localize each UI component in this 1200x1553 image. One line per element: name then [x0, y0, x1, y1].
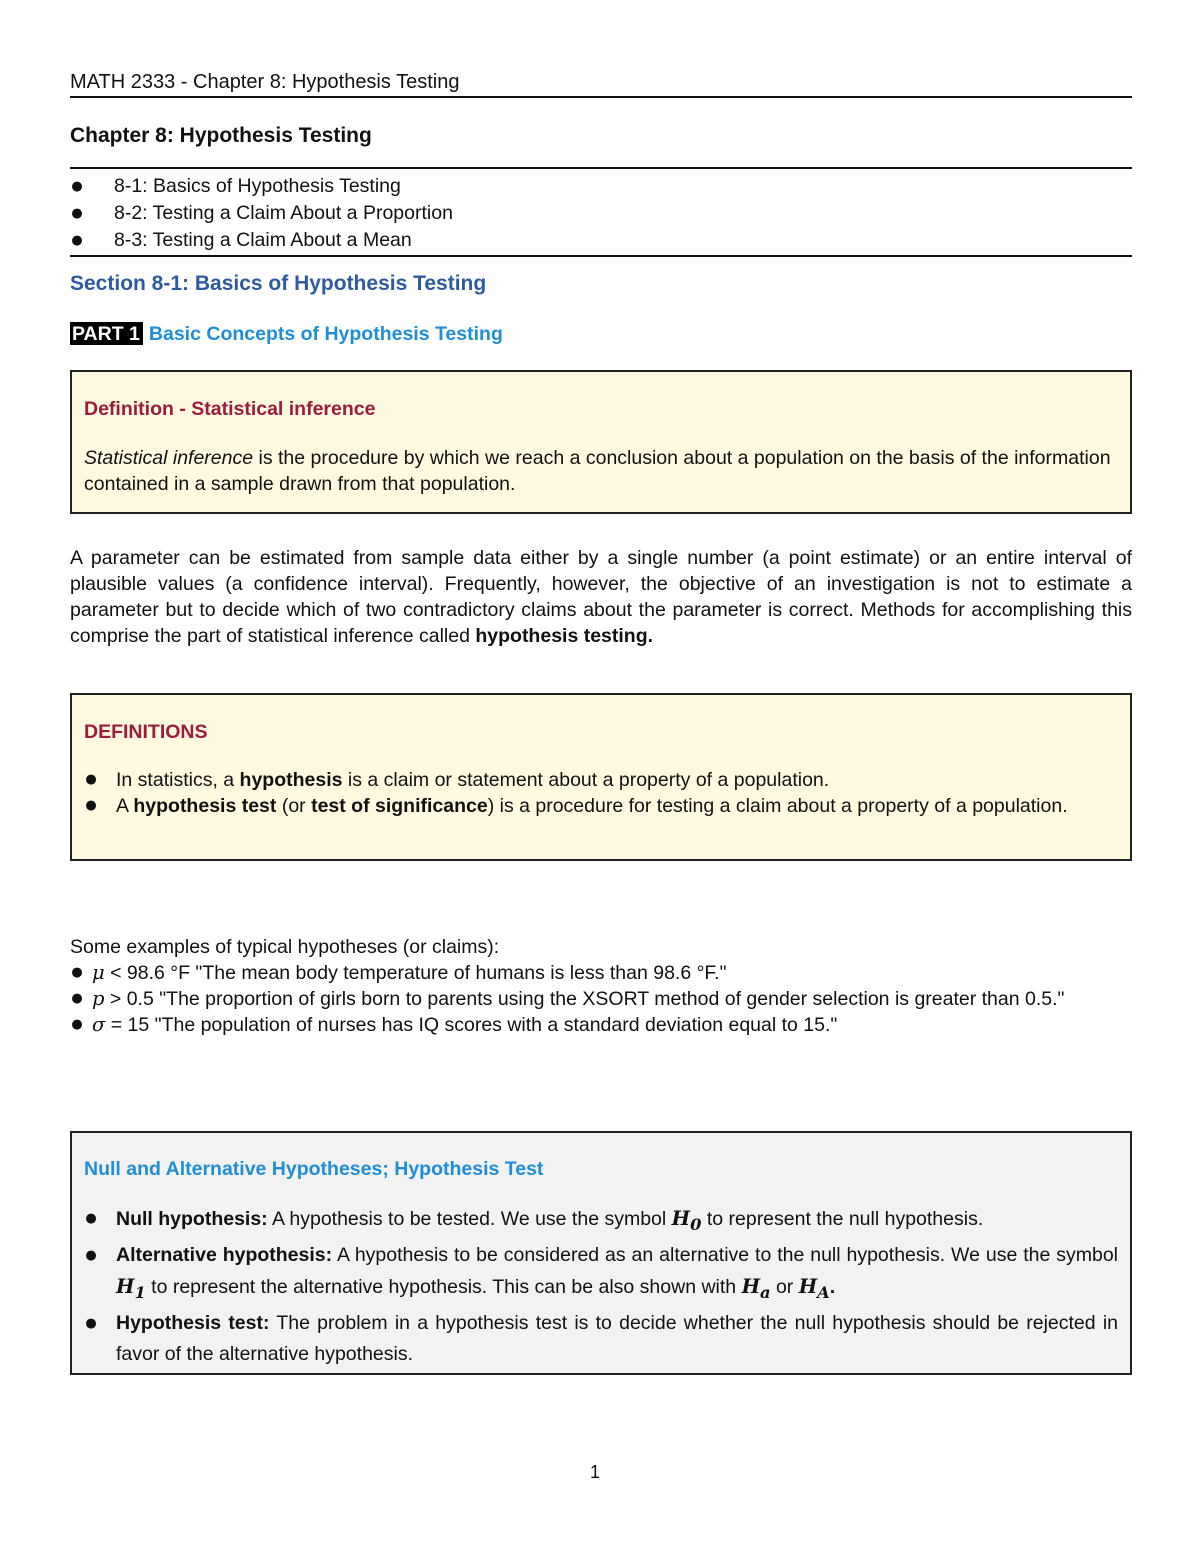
toc-item: ● 8-1: Basics of Hypothesis Testing [70, 173, 453, 200]
p-symbol: p [92, 987, 105, 1010]
examples-section [70, 934, 1132, 1038]
bullet-icon: ● [85, 1315, 97, 1331]
sigma-symbol: σ [92, 1013, 106, 1036]
definition-item: ● A hypothesis test (or test of significance) is a procedure for testing a claim about a property of a population. [85, 795, 1068, 817]
definition-title: Definition - Statistical inference [84, 398, 376, 420]
bullet-icon: ● [71, 206, 83, 221]
ha-symbol: $H_a$ [741, 1274, 771, 1302]
example-item: ● σ = 15 "The population of nurses has IQ scores with a standard deviation equal to 15." [71, 1013, 838, 1036]
definitions-list [72, 767, 1118, 819]
example-item: ● p > 0.5 "The proportion of girls born to parents using the XSORT method of gender selection is greater than 0.5." [71, 987, 1065, 1010]
toc-item: ● 8-2: Testing a Claim About a Proportion [70, 200, 453, 227]
h1-symbol: $H_1$ [116, 1274, 146, 1302]
toc-item: ● 8-3: Testing a Claim About a Mean [70, 227, 453, 254]
chapter-title: Chapter 8: Hypothesis Testing [70, 124, 372, 147]
part-title: Basic Concepts of Hypothesis Testing [148, 323, 503, 345]
h0-symbol: $H_0$ [671, 1207, 702, 1234]
bullet-icon: ● [85, 772, 97, 787]
bullet-icon: ● [85, 1211, 97, 1226]
definitions-title: DEFINITIONS [84, 721, 208, 743]
hypotheses-box [70, 1131, 1132, 1375]
mu-symbol: μ [92, 961, 105, 984]
bullet-icon: ● [71, 179, 83, 194]
part-heading [70, 323, 503, 346]
alternative-hypothesis-item: ● Alternative hypothesis: A hypothesis to be considered as an alternative to the null hypothesis. We use the symbol $H_1$ to represent the alternative hypothesis. This can be also shown with $H_a$ or $H_A$. [72, 1240, 1118, 1308]
section-title: Section 8-1: Basics of Hypothesis Testing [70, 272, 487, 295]
chapter-rule-top [70, 167, 1132, 169]
examples-intro: Some examples of typical hypotheses (or claims): [70, 936, 500, 958]
null-hypothesis-item: ● Null hypothesis: A hypothesis to be tested. We use the symbol $H_0$ to represent the null hypothesis. [72, 1203, 1118, 1240]
definition-text: Statistical inference is the procedure by which we reach a conclusion about a population on the basis of the information contained in a sample drawn from that population. [84, 447, 1111, 495]
definition-box [70, 370, 1132, 514]
definition-item: ● In statistics, a hypothesis is a claim or statement about a property of a population. [85, 769, 830, 791]
bullet-icon: ● [85, 1247, 97, 1263]
bullet-icon: ● [71, 991, 83, 1006]
hypothesis-test-item: ● Hypothesis test: The problem in a hypothesis test is to decide whether the null hypothesis should be rejected in favor of the alternative hypothesis. [72, 1308, 1118, 1370]
definitions-box [70, 693, 1132, 861]
running-header: MATH 2333 - Chapter 8: Hypothesis Testing [70, 71, 460, 93]
bullet-icon: ● [71, 1017, 83, 1032]
chapter-rule-bottom [70, 255, 1132, 257]
bullet-icon: ● [71, 233, 83, 248]
bullet-icon: ● [85, 798, 97, 813]
intro-paragraph: A parameter can be estimated from sample data either by a single number (a point estimate) or an entire interval of plausible values (a confidence interval). Frequently, however, the objective of an investigation is not to estimate a parameter but to decide which of two contradictory claims about the parameter is correct. Methods for accomplishing this comprise the part of statistical inference called hypothesis testing. [70, 547, 1132, 647]
hypotheses-list [72, 1203, 1118, 1370]
hA-symbol: $H_A$ [798, 1274, 830, 1302]
bullet-icon: ● [71, 965, 83, 980]
part-badge: PART 1 [70, 322, 143, 345]
hypotheses-title: Null and Alternative Hypotheses; Hypothesis Test [84, 1158, 544, 1180]
header-rule [70, 96, 1132, 98]
example-item: ● μ < 98.6 °F "The mean body temperature of humans is less than 98.6 °F." [71, 961, 727, 984]
chapter-toc [70, 173, 453, 254]
page-number: 1 [590, 1462, 601, 1482]
